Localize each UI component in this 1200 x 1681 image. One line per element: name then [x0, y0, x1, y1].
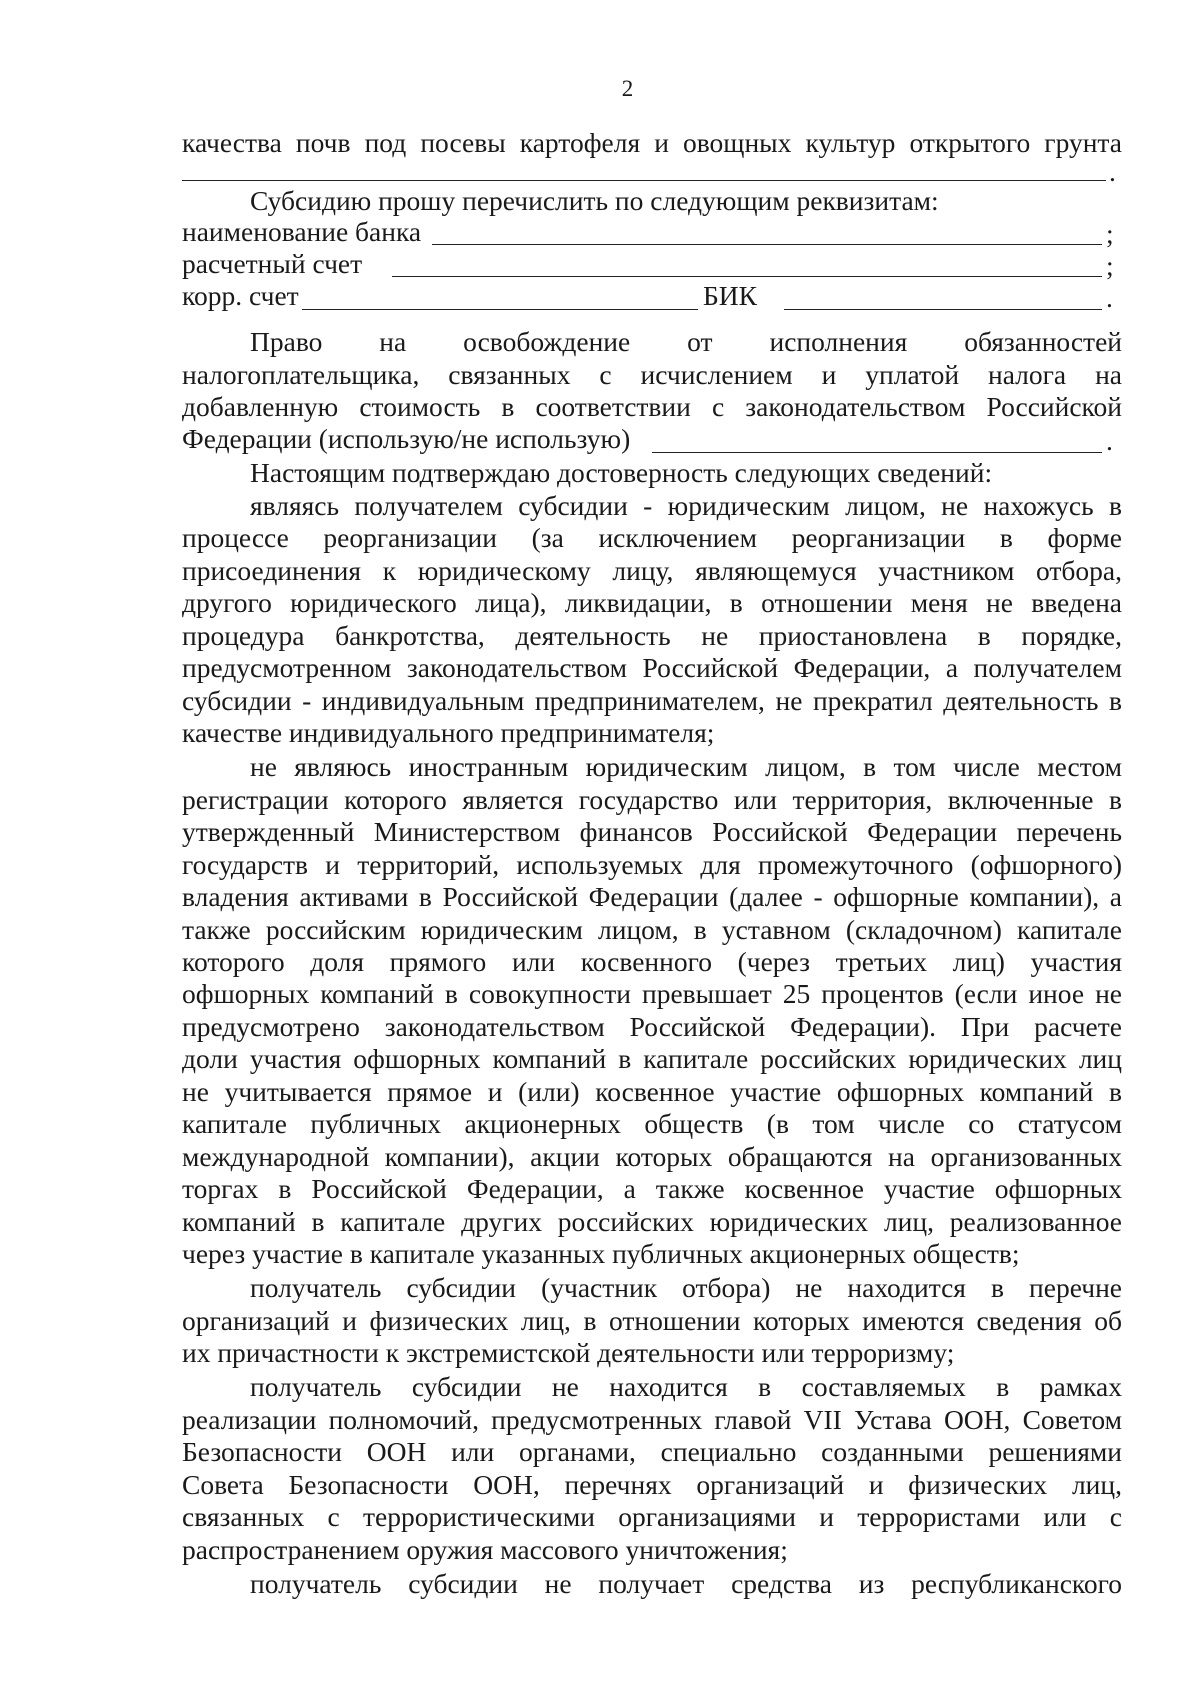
text-line: офшорных компаний в совокупности превышает 25 процентов (если иное не — [182, 978, 1122, 1009]
text-line: их причастности к экстремистской деятельности или терроризму; — [182, 1337, 955, 1368]
corr-account-field-line — [302, 309, 698, 310]
text-line: качества почв под посевы картофеля и овощных культур открытого грунта — [182, 127, 1122, 158]
account-field-line — [392, 276, 1102, 277]
period: . — [1109, 156, 1116, 187]
page-number: 2 — [621, 76, 634, 101]
text-line: получатель субсидии не получает средства из республиканского — [250, 1568, 1122, 1599]
text-line: присоединения к юридическому лицу, являющемуся участником отбора, — [182, 555, 1122, 586]
period: . — [1106, 282, 1113, 313]
text-line: компаний в капитале других российских юридических лиц, реализованное — [182, 1206, 1122, 1237]
text-line: Субсидию прошу перечислить по следующим реквизитам: — [250, 185, 939, 216]
corr-account-label: корр. счет — [182, 280, 299, 311]
text-line: доли участия офшорных компаний в капитале российских юридических лиц — [182, 1043, 1122, 1074]
text-line: Безопасности ООН или органами, специально созданными решениями — [182, 1436, 1122, 1467]
text-line: через участие в капитале указанных публичных акционерных обществ; — [182, 1238, 1020, 1269]
text-line: владения активами в Российской Федерации (далее - офшорные компании), а — [182, 881, 1122, 912]
text-line: другого юридического лица), ликвидации, в отношении меня не введена — [182, 587, 1122, 618]
text-line: Настоящим подтверждаю достоверность следующих сведений: — [250, 457, 993, 488]
text-line: регистрации которого является государство или территория, включенные в — [182, 784, 1122, 815]
text-line: получатель субсидии не находится в составляемых в рамках — [250, 1371, 1122, 1402]
semicolon: ; — [1106, 250, 1114, 281]
text-line: Право на освобождение от исполнения обязанностей — [250, 326, 1122, 357]
text-line: являясь получателем субсидии - юридическим лицом, не нахожусь в — [250, 490, 1122, 521]
text-line: которого доля прямого или косвенного (через третьих лиц) участия — [182, 946, 1122, 977]
bik-field-line — [784, 309, 1102, 310]
text-line: связанных с террористическими организациями и террористами или с — [182, 1501, 1122, 1532]
text-line: получатель субсидии (участник отбора) не находится в перечне — [250, 1272, 1122, 1303]
text-line: процессе реорганизации (за исключением реорганизации в форме — [182, 522, 1122, 553]
text-line: субсидии - индивидуальным предпринимателем, не прекратил деятельность в — [182, 685, 1122, 716]
semicolon: ; — [1106, 218, 1114, 249]
text-line: добавленную стоимость в соответствии с законодательством Российской — [182, 391, 1122, 422]
text-line: торгах в Российской Федерации, а также косвенное участие офшорных — [182, 1173, 1122, 1204]
vat-field-line — [652, 452, 1102, 453]
text-line: также российским юридическим лицом, в уставном (складочном) капитале — [182, 914, 1122, 945]
text-line: предусмотрено законодательством Российской Федерации). При расчете — [182, 1011, 1122, 1042]
account-label: расчетный счет — [182, 248, 363, 279]
text-line: не учитывается прямое и (или) косвенное участие офшорных компаний в — [182, 1076, 1122, 1107]
text-line: реализации полномочий, предусмотренных главой VII Устава ООН, Советом — [182, 1404, 1122, 1435]
text-line: качестве индивидуального предпринимателя; — [182, 717, 715, 748]
text-line: предусмотренном законодательством Российской Федерации, а получателем — [182, 652, 1122, 683]
text-line: международной компании), акции которых обращаются на организованных — [182, 1141, 1122, 1172]
text-line: утвержденный Министерством финансов Российской Федерации перечень — [182, 816, 1122, 847]
text-line: организаций и физических лиц, в отношении которых имеются сведения об — [182, 1305, 1122, 1336]
blank-fill-line — [182, 180, 1106, 181]
period: . — [1106, 425, 1113, 456]
bank-name-field-line — [432, 244, 1102, 245]
text-line: Совета Безопасности ООН, перечнях организаций и физических лиц, — [182, 1469, 1122, 1500]
text-line: Федерации (использую/не использую) — [182, 423, 631, 454]
bank-name-label: наименование банка — [182, 216, 422, 247]
bik-label: БИК — [703, 280, 757, 311]
text-line: государств и территорий, используемых для промежуточного (офшорного) — [182, 849, 1122, 880]
text-line: не являюсь иностранным юридическим лицом, в том числе местом — [250, 751, 1122, 782]
text-line: распространением оружия массового уничтожения; — [182, 1534, 788, 1565]
text-line: процедура банкротства, деятельность не приостановлена в порядке, — [182, 620, 1122, 651]
text-line: капитале публичных акционерных обществ (в том числе со статусом — [182, 1108, 1122, 1139]
text-line: налогоплательщика, связанных с исчислением и уплатой налога на — [182, 359, 1122, 390]
